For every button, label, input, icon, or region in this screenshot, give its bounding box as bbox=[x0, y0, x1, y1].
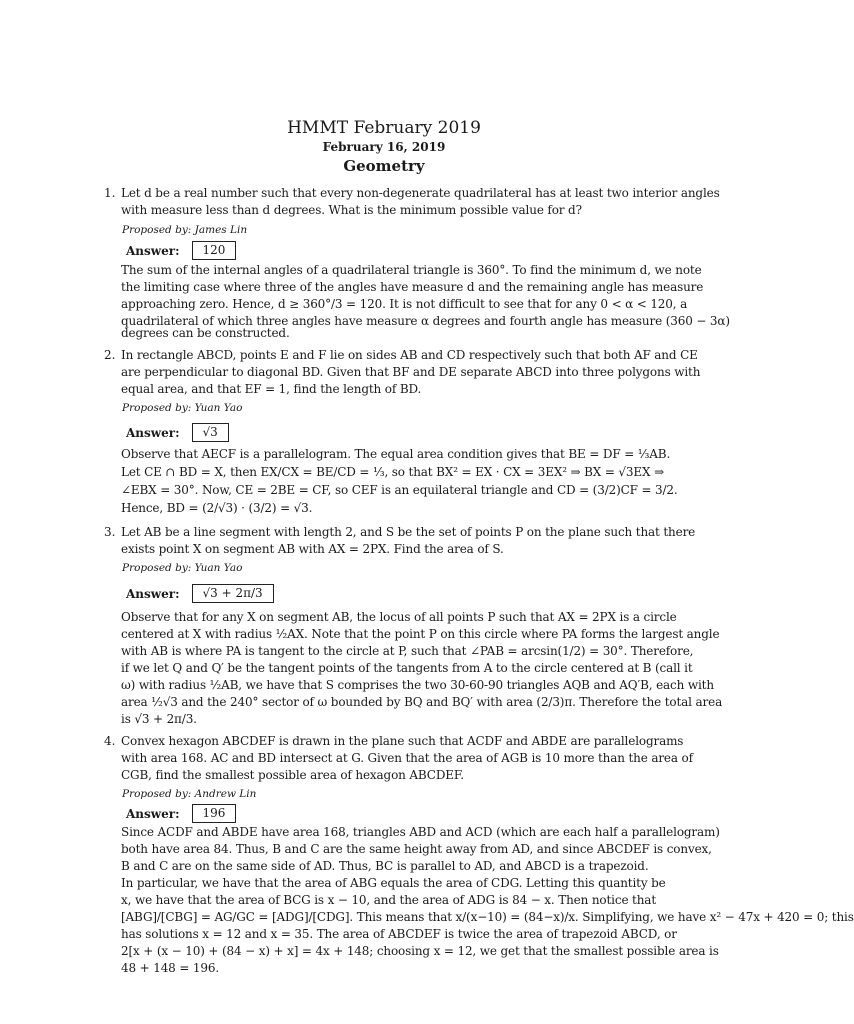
solution-line: Observe that for any X on segment AB, the locus of all points P such that AX = 2PX is a circle bbox=[121, 610, 677, 624]
solution-line: ∠EBX = 30°. Now, CE = 2BE = CF, so CEF is an equilateral triangle and CD = (3/2)CF = 3/2. bbox=[121, 483, 678, 497]
solution-line: Hence, BD = (2/√3) · (3/2) = √3. bbox=[121, 501, 313, 515]
proposer: Proposed by: Yuan Yao bbox=[122, 562, 243, 574]
question-line: with area 168. AC and BD intersect at G. Given that the area of AGB is 10 more than the area of bbox=[121, 751, 693, 765]
solution-line: ω) with radius ½AB, we have that S comprises the two 30-60-90 triangles AQB and AQ′B, each with bbox=[121, 678, 714, 692]
answer-label: Answer: bbox=[126, 586, 180, 601]
problem-number: 3. bbox=[104, 525, 116, 539]
solution-line: In particular, we have that the area of ABG equals the area of CDG. Letting this quantity be bbox=[121, 876, 666, 890]
problem-number: 4. bbox=[104, 734, 116, 748]
solution-line: x, we have that the area of BCG is x − 10, and the area of ADG is 84 − x. Then notice that bbox=[121, 893, 656, 907]
solution-line: Let CE ∩ BD = X, then EX/CX = BE/CD = ⅓, so that BX² = EX · CX = 3EX² ⇒ BX = √3EX ⇒ bbox=[121, 465, 664, 479]
answer-label: Answer: bbox=[126, 425, 180, 440]
problem-number: 2. bbox=[104, 348, 116, 362]
answer-row bbox=[126, 803, 236, 823]
solution-line: centered at X with radius ½AX. Note that the point P on this circle where PA forms the largest angle bbox=[121, 627, 720, 641]
solution-line: area ½√3 and the 240° sector of ω bounded by BQ and BQ′ with area (2/3)π. Therefore the total area bbox=[121, 695, 723, 709]
proposer: Proposed by: James Lin bbox=[122, 224, 248, 236]
solution-line: 48 + 148 = 196. bbox=[121, 961, 220, 975]
answer-box: 196 bbox=[192, 804, 237, 823]
question-line: equal area, and that EF = 1, find the length of BD. bbox=[121, 382, 422, 396]
page-title: HMMT February 2019 bbox=[287, 118, 481, 138]
question-line: with measure less than d degrees. What is the minimum possible value for d? bbox=[121, 203, 582, 217]
solution-line: is √3 + 2π/3. bbox=[121, 712, 197, 726]
solution-line: degrees can be constructed. bbox=[121, 326, 290, 340]
question-line: Let AB be a line segment with length 2, and S be the set of points P on the plane such that there bbox=[121, 525, 696, 539]
question-line: Convex hexagon ABCDEF is drawn in the plane such that ACDF and ABDE are parallelograms bbox=[121, 734, 684, 748]
solution-line: both have area 84. Thus, B and C are the same height away from AD, and since ABCDEF is convex, bbox=[121, 842, 712, 856]
answer-box: √3 bbox=[192, 423, 229, 442]
solution-line: the limiting case where three of the angles have measure d and the remaining angle has measure bbox=[121, 280, 704, 294]
solution-line: approaching zero. Hence, d ≥ 360°/3 = 120. It is not difficult to see that for any 0 < α < 120, a bbox=[121, 297, 688, 311]
solution-line: quadrilateral of which three angles have measure α degrees and fourth angle has measure (360 − 3α) bbox=[121, 314, 730, 328]
answer-box: √3 + 2π/3 bbox=[192, 584, 274, 603]
problem-number: 1. bbox=[104, 186, 116, 200]
answer-row bbox=[126, 583, 274, 603]
proposer: Proposed by: Andrew Lin bbox=[122, 788, 257, 800]
page-date: February 16, 2019 bbox=[322, 140, 446, 154]
solution-line: Since ACDF and ABDE have area 168, triangles ABD and ACD (which are each half a parallelogram) bbox=[121, 825, 720, 839]
question-line: CGB, find the smallest possible area of hexagon ABCDEF. bbox=[121, 768, 464, 782]
section-title: Geometry bbox=[343, 157, 425, 175]
solution-line: 2[x + (x − 10) + (84 − x) + x] = 4x + 148; choosing x = 12, we get that the smallest possible area is bbox=[121, 944, 719, 958]
solution-line: Observe that AECF is a parallelogram. The equal area condition gives that BE = DF = ⅓AB. bbox=[121, 447, 671, 461]
answer-row bbox=[126, 240, 236, 260]
solution-line: with AB is where PA is tangent to the circle at P, such that ∠PAB = arcsin(1/2) = 30°. Therefore, bbox=[121, 644, 694, 658]
solution-line: if we let Q and Q′ be the tangent points of the tangents from A to the circle centered at B (call it bbox=[121, 661, 693, 675]
answer-label: Answer: bbox=[126, 243, 180, 258]
answer-row bbox=[126, 422, 229, 442]
solution-line: [ABG]/[CBG] = AG/GC = [ADG]/[CDG]. This means that x/(x−10) = (84−x)/x. Simplifying, we have x² − 47x + 420 = 0; this bbox=[121, 910, 854, 924]
solution-line: The sum of the internal angles of a quadrilateral triangle is 360°. To find the minimum d, we note bbox=[121, 263, 702, 277]
answer-box: 120 bbox=[192, 241, 237, 260]
question-line: are perpendicular to diagonal BD. Given that BF and DE separate ABCD into three polygons with bbox=[121, 365, 701, 379]
proposer: Proposed by: Yuan Yao bbox=[122, 402, 243, 414]
answer-label: Answer: bbox=[126, 806, 180, 821]
question-line: In rectangle ABCD, points E and F lie on sides AB and CD respectively such that both AF and CE bbox=[121, 348, 698, 362]
question-line: Let d be a real number such that every non-degenerate quadrilateral has at least two interior angles bbox=[121, 186, 720, 200]
question-line: exists point X on segment AB with AX = 2PX. Find the area of S. bbox=[121, 542, 504, 556]
solution-line: B and C are on the same side of AD. Thus, BC is parallel to AD, and ABCD is a trapezoid. bbox=[121, 859, 649, 873]
solution-line: has solutions x = 12 and x = 35. The area of ABCDEF is twice the area of trapezoid ABCD, or bbox=[121, 927, 677, 941]
